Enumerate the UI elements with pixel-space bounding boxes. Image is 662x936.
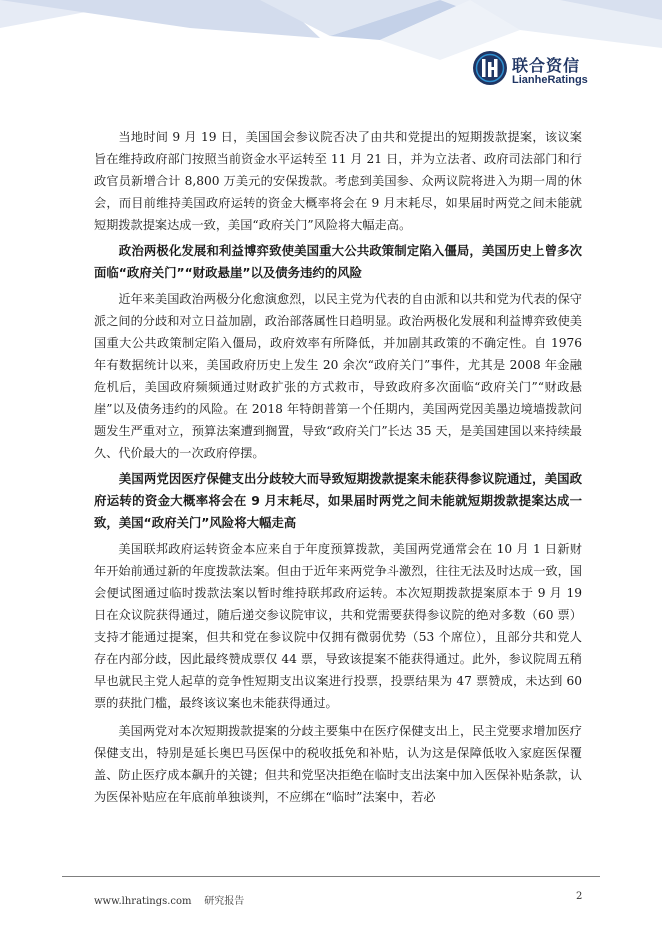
logo-mark-icon: [472, 50, 508, 86]
paragraph-intro: 当地时间 9 月 19 日，美国国会参议院否决了由共和党提出的短期拨款提案，该议案旨在维持政府部门按照当前资金水平运转至 11 月 21 日，并为立法者、政府司法部门和行政官员新增合计 8,800 万美元的安保拨款。考虑到美国参、众两议院将进入为期一周的休会，而目前维持美国政府运转的资金大概率将会在 9 月末耗尽，如果届时两党之间未能就短期拨款提案达成一致，美国“政府关门”风险将大幅走高。: [94, 130, 582, 232]
paragraph-polarization: 近年来美国政治两极分化愈演愈烈，以民主党为代表的自由派和以共和党为代表的保守派之间的分歧和对立日益加剧，政治部落属性日趋明显。政治两极化发展和利益博弈致使美国重大公共政策制定陷入僵局，政府效率有所降低，并加剧其政策的不确定性。自 1976 年有数据统计以来，美国政府历史上发生 20 余次“政府关门”事件，尤其是 2008 年金融危机后，美国政府频频通过财政扩张的方式救市，导致政府多次面临“政府关门”“财政悬崖”以及债务违约的风险。在 2018 年特朗普第一个任期内，美国两党因美墨边境墙拨款问题发生严重对立，预算法案遭到搁置，导致“政府关门”长达 35 天，是美国建国以来持续最久、代价最大的一次政府停摆。: [94, 292, 582, 460]
company-logo: [472, 50, 622, 90]
section-heading-1: 政治两极化发展和利益博弈致使美国重大公共政策制定陷入僵局，美国历史上曾多次面临“政府关门”“财政悬崖”以及债务违约的风险: [94, 243, 582, 280]
section-heading-2: 美国两党因医疗保健支出分歧较大而导致短期拨款提案未能获得参议院通过，美国政府运转的资金大概率将会在 9 月末耗尽，如果届时两党之间未能就短期拨款提案达成一致，美国“政府关门”风险将大幅走高: [94, 471, 582, 530]
footer-divider: [62, 876, 600, 877]
brand-name-en: LianheRatings: [512, 74, 588, 86]
paragraph-funding: 美国联邦政府运转资金本应来自于年度预算拨款，美国两党通常会在 10 月 1 日新财年开始前通过新的年度拨款法案。但由于近年来两党争斗激烈，往往无法及时达成一致，国会便试图通过临时拨款法案以暂时维持联邦政府运转。本次短期拨款提案原本于 9 月 19 日在众议院获得通过，随后递交参议院审议，共和党需要获得参议院的绝对多数（60 票）支持才能通过提案，但共和党在参议院中仅拥有微弱优势（53 个席位），且部分共和党人存在内部分歧，因此最终赞成票仅 44 票，导致该提案不能获得通过。此外，参议院周五稍早也就民主党人起草的竞争性短期支出议案进行投票，投票结果为 47 票赞成，未达到 60 票的获批门槛，最终该议案也未能获得通过。: [94, 542, 582, 710]
paragraph-healthcare: 美国两党对本次短期拨款提案的分歧主要集中在医疗保健支出上，民主党要求增加医疗保健支出，特别是延长奥巴马医保中的税收抵免和补贴，认为这是保障低收入家庭医保覆盖、防止医疗成本飙升的关键；但共和党坚决拒绝在临时支出法案中加入医保补贴条款，认为医保补贴应在年底前单独谈判，不应绑在“临时”法案中，若必: [94, 724, 582, 804]
brand-name-cn: 联合资信: [512, 56, 581, 75]
footer-info: [94, 892, 244, 907]
report-body: [94, 126, 582, 808]
page-number: 2: [576, 891, 583, 902]
footer-website-link[interactable]: www.lhratings.com: [94, 896, 192, 907]
footer-doc-type: 研究报告: [204, 896, 245, 907]
